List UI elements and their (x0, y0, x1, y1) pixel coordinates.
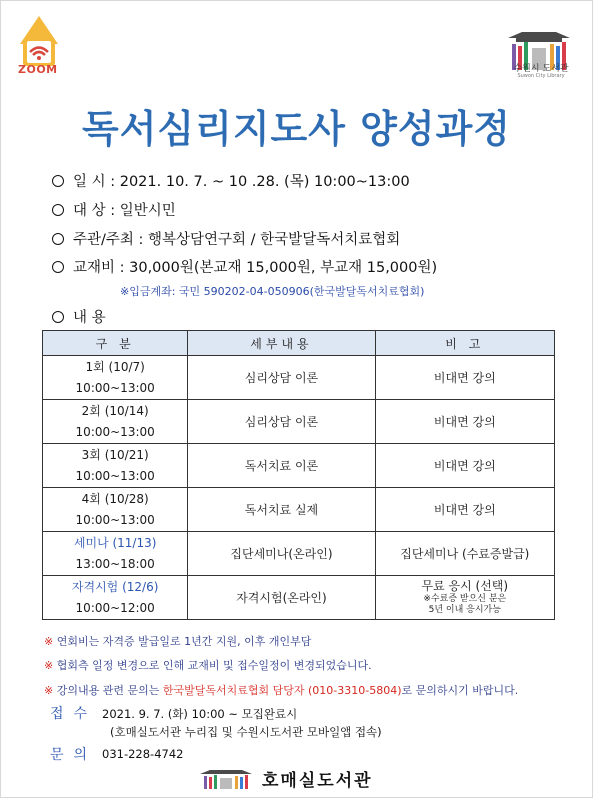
table-row (43, 532, 555, 576)
page-title: 독서심리지도사 양성과정 (81, 107, 512, 151)
session-detail: 독서치료 이론 (188, 444, 375, 488)
circle-bullet-icon (52, 175, 64, 187)
note-schedule-change: ※ 협회측 일정 변경으로 인해 교재비 및 접수일정이 변경되었습니다. (44, 659, 372, 672)
table-row (43, 488, 555, 532)
circle-bullet-icon (52, 233, 64, 245)
session-note: 무료 응시 (선택) (421, 579, 509, 593)
info-host: 주관/주최 : 행복상담연구회 / 한국발달독서치료협회 (52, 228, 400, 249)
session-label: 세미나 (11/13) (73, 535, 157, 550)
session-note: 비대면 강의 (375, 444, 554, 488)
info-fee: 교재비 : 30,000원(본교재 15,000원, 부교재 15,000원) (52, 256, 437, 277)
session-note: 비대면 강의 (375, 400, 554, 444)
contact-phone: 031-228-4742 (102, 747, 184, 761)
circle-bullet-icon (52, 311, 64, 323)
table-row (43, 356, 555, 400)
note-mark: ※ (44, 635, 54, 648)
note-mark: ※ (44, 659, 54, 672)
session-note-sub: ※수료증 받으신 분은 (423, 594, 507, 604)
header-category: 구 분 (43, 331, 188, 356)
circle-bullet-icon (52, 204, 64, 216)
contact-label: 문의 (50, 747, 98, 763)
info-schedule: 일 시 : 2021. 10. 7. ~ 10 .28. (목) 10:00~13:00 (52, 170, 410, 191)
session-time: 10:00~13:00 (75, 424, 155, 439)
circle-bullet-icon (52, 261, 64, 273)
session-note-cell (375, 576, 554, 620)
session-time: 10:00~13:00 (75, 512, 155, 527)
session-detail: 심리상담 이론 (188, 400, 375, 444)
deposit-account: ※입금계좌: 국민 590202-04-050906(한국발달독서치료협회) (120, 285, 425, 298)
session-label: 1회 (10/7) (85, 359, 145, 374)
session-detail: 심리상담 이론 (188, 356, 375, 400)
zoom-label: ZOOM (18, 63, 58, 76)
table-row (43, 400, 555, 444)
schedule-table (42, 330, 555, 620)
apply-period: 2021. 9. 7. (화) 10:00 ~ 모집완료시 (102, 707, 298, 721)
library-footer-logo-icon (196, 768, 256, 790)
header-note: 비 고 (375, 331, 554, 356)
note-mark: ※ (44, 684, 54, 697)
info-content: 내 용 (52, 306, 106, 327)
session-label: 자격시험 (12/6) (71, 579, 159, 594)
contact-person: 한국발달독서치료협회 담당자 (010-3310-5804) (162, 684, 402, 697)
table-row (43, 444, 555, 488)
library-name: 수원시 도서관 (513, 64, 569, 74)
note-inquiry: ※ 강의내용 관련 문의는 한국발달독서치료협회 담당자 (010-3310-5804)로 문의하시기 바랍니다. (44, 684, 519, 697)
session-note: 집단세미나 (수료증발급) (375, 532, 554, 576)
session-label: 3회 (10/21) (81, 447, 149, 462)
session-time: 10:00~13:00 (75, 468, 155, 483)
session-label: 4회 (10/28) (81, 491, 149, 506)
header-detail: 세부내용 (188, 331, 375, 356)
apply-label: 접수 (50, 706, 98, 722)
info-target: 대 상 : 일반시민 (52, 199, 176, 220)
session-note: 비대면 강의 (375, 356, 554, 400)
library-name-en: Suwon City Library (517, 73, 565, 79)
session-detail: 집단세미나(온라인) (188, 532, 375, 576)
apply-method: (호매실도서관 누리집 및 수원시도서관 모바일앱 접속) (110, 725, 382, 739)
session-time: 13:00~18:00 (75, 556, 155, 571)
session-time: 10:00~13:00 (75, 380, 155, 395)
session-note: 비대면 강의 (375, 488, 554, 532)
table-row (43, 576, 555, 620)
note-annual-fee: ※ 연회비는 자격증 발급일로 1년간 지원, 이후 개인부담 (44, 635, 312, 648)
session-detail: 독서치료 실제 (188, 488, 375, 532)
footer-library-name: 호매실도서관 (262, 771, 373, 791)
session-note-sub: 5년 이내 응시가능 (428, 605, 501, 615)
session-time: 10:00~12:00 (75, 600, 155, 615)
session-detail: 자격시험(온라인) (188, 576, 375, 620)
session-label: 2회 (10/14) (81, 403, 149, 418)
table-header-row (43, 331, 555, 356)
